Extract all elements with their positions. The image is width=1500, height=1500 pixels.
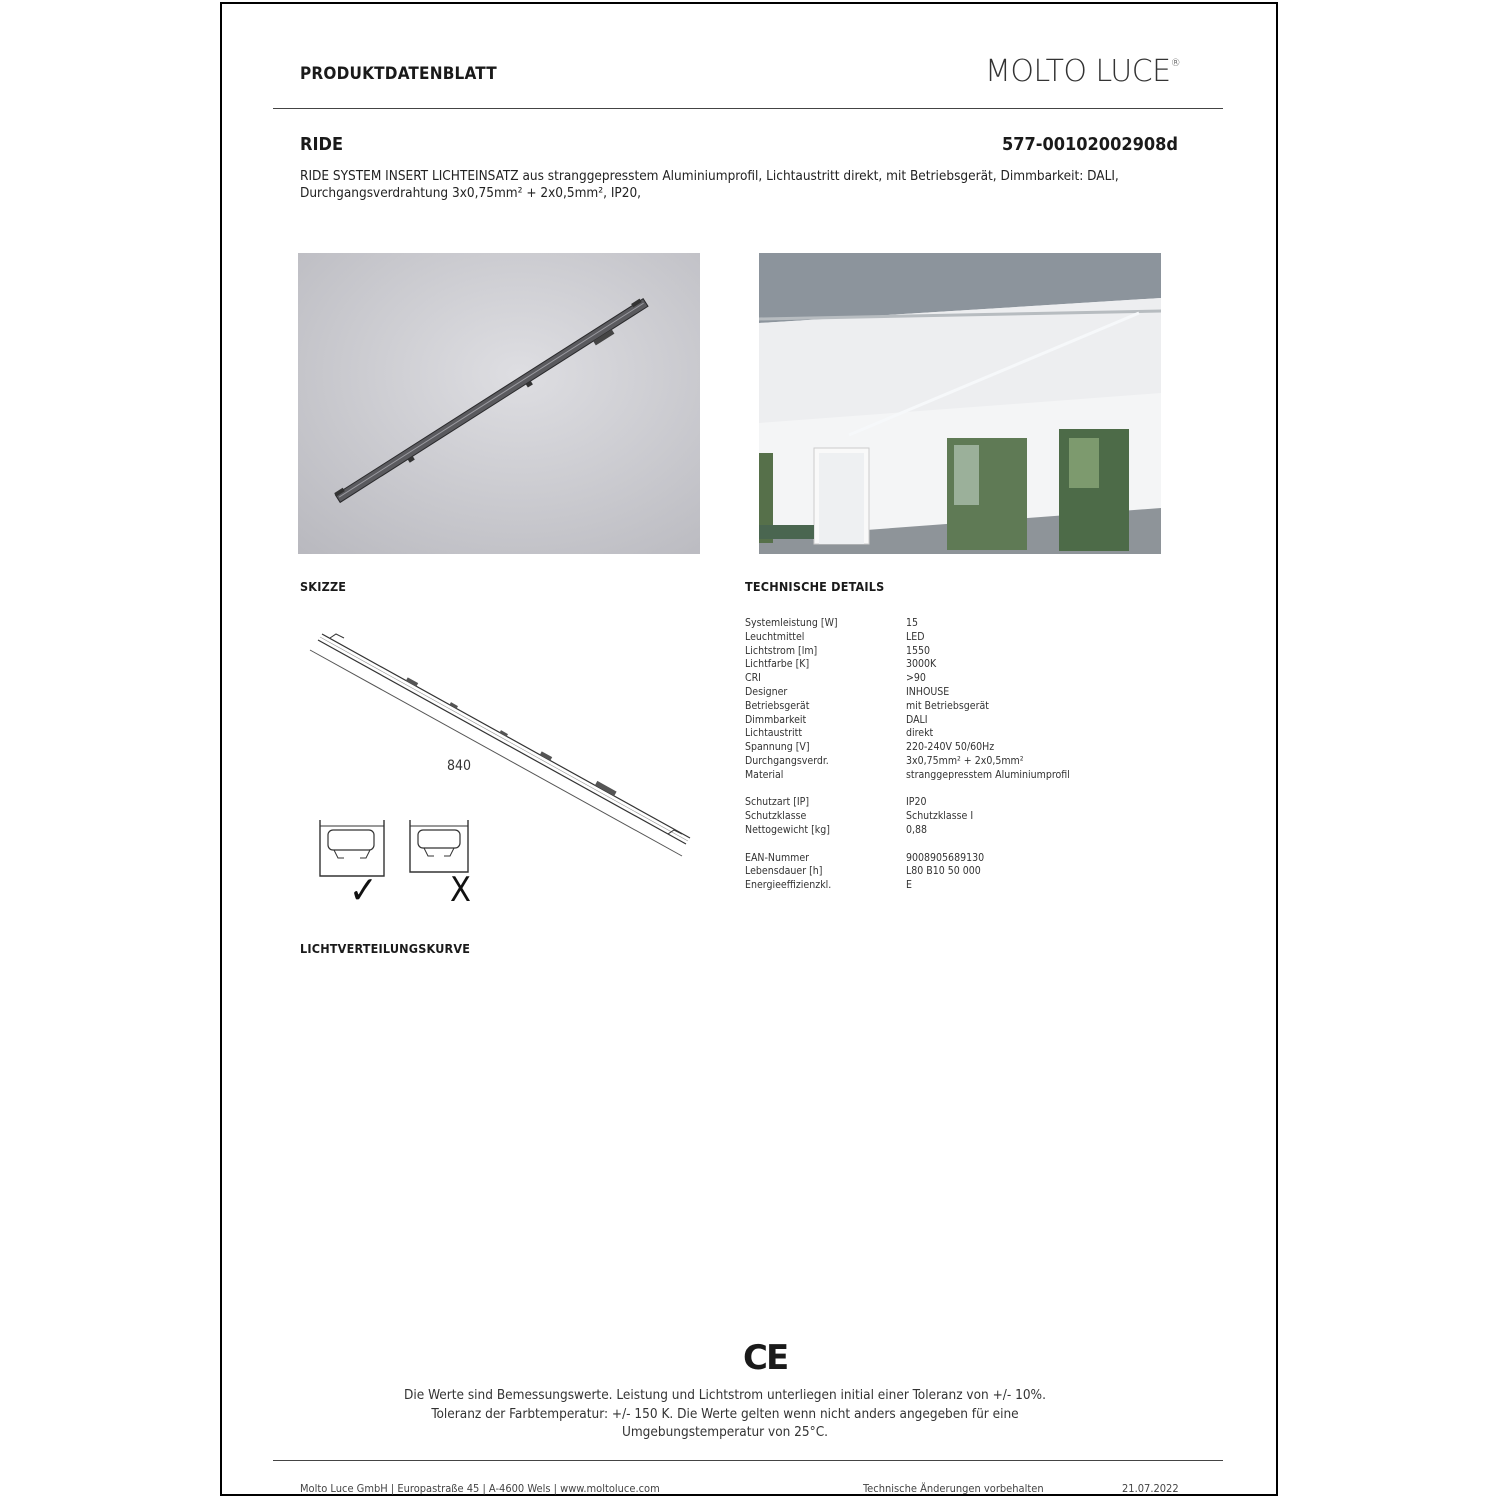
tech-row: Lichtstrom [lm] 1550: [745, 644, 931, 657]
brand-logo: [985, 54, 1180, 89]
tech-row: Energieeffizienzkl. E: [745, 879, 912, 892]
tech-row: Lichtaustritt direkt: [745, 727, 934, 740]
notice-line: Toleranz der Farbtemperatur: +/- 150 K. Die Werte gelten wenn nicht anders angegeben für eine: [431, 1405, 1019, 1422]
light-distribution-heading: LICHTVERTEILUNGSKURVE: [300, 941, 471, 956]
registered-mark: ®: [1170, 58, 1181, 69]
tech-row: Material stranggepresstem Aluminiumprofil: [745, 768, 1070, 781]
footer-company: Molto Luce GmbH | Europastraße 45 | A-4600 Wels | www.moltoluce.com: [300, 1482, 660, 1495]
product-render-image: [298, 253, 700, 554]
description-line: Durchgangsverdrahtung 3x0,75mm² + 2x0,5mm², IP20,: [300, 185, 642, 201]
tech-row: Schutzart [IP] IP20: [745, 796, 927, 809]
tech-row: Nettogewicht [kg] 0,88: [745, 823, 928, 836]
installation-photo: [759, 253, 1161, 554]
tech-row: Designer INHOUSE: [745, 685, 950, 698]
profile-incorrect-diagram: [408, 818, 470, 874]
tech-row: Leuchtmittel LED: [745, 630, 925, 643]
footer-divider: [273, 1460, 1223, 1461]
footer-date: 21.07.2022: [1122, 1482, 1179, 1495]
technical-details-heading: TECHNISCHE DETAILS: [745, 579, 885, 594]
product-name: RIDE: [300, 134, 344, 155]
tech-row: Durchgangsverdr. 3x0,75mm² + 2x0,5mm²: [745, 754, 1024, 767]
tech-row: Schutzklasse Schutzklasse I: [745, 810, 974, 823]
page-title: PRODUKTDATENBLATT: [300, 64, 497, 84]
notice-line: Umgebungstemperatur von 25°C.: [621, 1424, 829, 1440]
logo-text: MOLTO LUCE: [985, 54, 1171, 89]
tech-row: CRI >90: [745, 672, 926, 685]
product-description: [300, 168, 1180, 202]
article-number: 577-00102002908d: [1001, 134, 1178, 155]
tech-row: Betriebsgerät mit Betriebsgerät: [745, 699, 989, 712]
sketch-heading: SKIZZE: [300, 579, 347, 594]
footer-disclaimer: Technische Änderungen vorbehalten: [863, 1482, 1044, 1495]
tolerance-notice: [350, 1386, 1100, 1442]
incorrect-x-icon: X: [450, 870, 471, 910]
ce-mark: CE: [743, 1338, 788, 1378]
tech-row: Spannung [V] 220-240V 50/60Hz: [745, 741, 995, 754]
description-line: RIDE SYSTEM INSERT LICHTEINSATZ aus stranggepresstem Aluminiumprofil, Lichtaustritt direkt, mit Betriebsgerät, Dimmbarkeit: DALI,: [300, 168, 1119, 184]
sketch-dimension-label: 840: [447, 758, 472, 774]
tech-row: Lichtfarbe [K] 3000K: [745, 658, 937, 671]
tech-row: Systemleistung [W] 15: [745, 617, 919, 629]
tech-row: EAN-Nummer 9008905689130: [745, 851, 985, 864]
tech-row: Dimmbarkeit DALI: [745, 713, 928, 726]
technical-details-table: [745, 617, 1070, 893]
header-divider: [273, 108, 1223, 109]
notice-line: Die Werte sind Bemessungswerte. Leistung und Lichtstrom unterliegen initial einer Toleranz von +/- 10%.: [404, 1387, 1046, 1403]
correct-check-icon: ✓: [349, 868, 378, 912]
tech-row: Lebensdauer [h] L80 B10 50 000: [745, 865, 981, 878]
